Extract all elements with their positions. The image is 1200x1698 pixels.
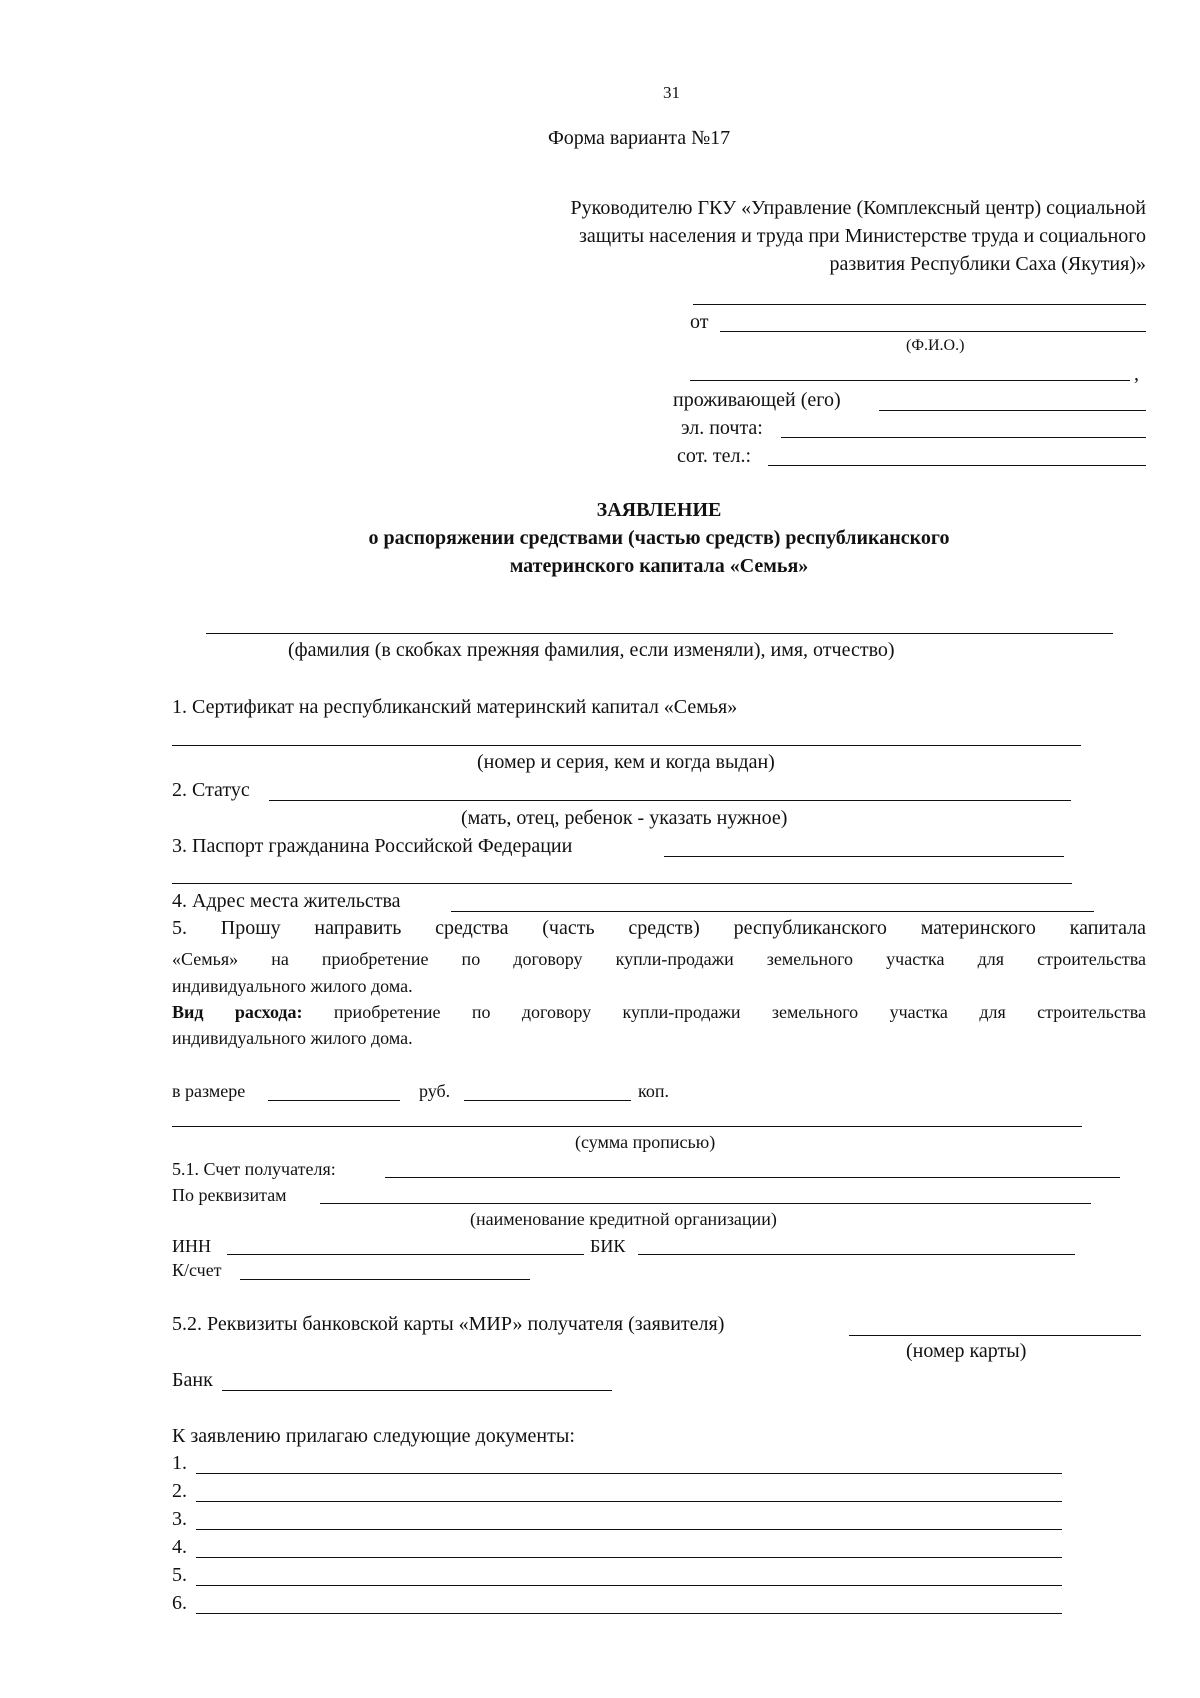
attachment-line[interactable] (196, 1613, 1062, 1614)
phone-line[interactable] (768, 465, 1146, 466)
expense-line-2: индивидуального жилого дома. (172, 1028, 413, 1048)
email-line[interactable] (781, 437, 1146, 438)
from-label: от (690, 311, 709, 333)
request-line-2: «Семья» на приобретение по договору купли-продажи земельного участка для строительства (172, 949, 1146, 969)
account-label: 5.1. Счет получателя: (172, 1159, 336, 1179)
residing-line[interactable] (879, 410, 1146, 411)
amount-prefix: в размере (172, 1081, 246, 1101)
attachment-number: 2. (172, 1480, 187, 1502)
statement-subtitle-line-2: материнского капитала «Семья» (509, 555, 809, 577)
addressee-line-3: развития Республики Саха (Якутия)» (829, 253, 1146, 275)
attachments-intro: К заявлению прилагаю следующие документы: (172, 1425, 575, 1447)
corr-account-line[interactable] (240, 1279, 530, 1280)
status-line[interactable] (269, 800, 1071, 801)
rubles-label: руб. (419, 1081, 451, 1101)
amount-words-hint: (сумма прописью) (575, 1132, 716, 1152)
inn-line[interactable] (227, 1254, 584, 1255)
attachment-line[interactable] (196, 1501, 1062, 1502)
requisites-label: По реквизитам (172, 1185, 287, 1205)
form-title: Форма варианта №17 (548, 127, 731, 149)
attachment-line[interactable] (196, 1529, 1062, 1530)
certificate-line[interactable] (172, 745, 1081, 746)
certificate-label: 1. Сертификат на республиканский материнский капитал «Семья» (172, 696, 738, 718)
comma-mark: , (1134, 363, 1139, 385)
email-label: эл. почта: (681, 417, 763, 439)
attachment-number: 6. (172, 1592, 187, 1614)
card-number-hint: (номер карты) (906, 1340, 1027, 1362)
passport-label: 3. Паспорт гражданина Российской Федерации (172, 835, 573, 857)
certificate-hint: (номер и серия, кем и когда выдан) (477, 751, 775, 773)
request-line-1: 5. Прошу направить средства (часть средств) республиканского материнского капитала (172, 917, 1146, 939)
status-label: 2. Статус (172, 779, 250, 801)
page-number: 31 (663, 83, 680, 102)
request-line-3: индивидуального жилого дома. (172, 976, 413, 996)
card-bank-line[interactable] (222, 1390, 612, 1391)
residing-label: проживающей (его) (673, 389, 841, 411)
attachment-line[interactable] (196, 1585, 1062, 1586)
attachment-number: 3. (172, 1508, 187, 1530)
card-bank-label: Банк (172, 1369, 213, 1391)
statement-subtitle-line-1: о распоряжении средствами (частью средств) республиканского (368, 527, 950, 549)
card-number-line[interactable] (849, 1335, 1141, 1336)
addressee-line-2: защиты населения и труда при Министерстве труда и социального (579, 225, 1146, 247)
fio-continuation-line[interactable] (690, 380, 1130, 381)
attachment-number: 4. (172, 1536, 187, 1558)
account-line[interactable] (385, 1177, 1120, 1178)
addressee-line-1: Руководителю ГКУ «Управление (Комплексный центр) социальной (570, 197, 1146, 219)
requisites-line[interactable] (320, 1203, 1091, 1204)
expense-label: Вид расхода: (172, 1002, 303, 1022)
kopecks-label: коп. (638, 1081, 669, 1101)
address-line[interactable] (451, 911, 1094, 912)
attachment-number: 1. (172, 1452, 187, 1474)
inn-label: ИНН (172, 1236, 211, 1256)
passport-line[interactable] (664, 856, 1064, 857)
bik-line[interactable] (638, 1254, 1075, 1255)
statement-title: ЗАЯВЛЕНИЕ (596, 499, 722, 521)
applicant-name-hint: (фамилия (в скобках прежняя фамилия, если изменяли), имя, отчество) (288, 639, 895, 661)
bik-label: БИК (590, 1236, 626, 1256)
amount-words-line[interactable] (172, 1126, 1082, 1127)
bank-name-hint: (наименование кредитной организации) (470, 1209, 777, 1229)
corr-account-label: К/счет (172, 1260, 222, 1280)
addressee-blank-line[interactable] (693, 304, 1146, 305)
status-hint: (мать, отец, ребенок - указать нужное) (461, 807, 788, 829)
attachment-line[interactable] (196, 1473, 1062, 1474)
passport-continuation-line[interactable] (172, 883, 1072, 884)
expense-text: приобретение по договору купли-продажи земельного участка для строительства (333, 1002, 1146, 1022)
expense-line-1 (172, 1003, 1146, 1021)
address-label: 4. Адрес места жительства (172, 890, 401, 912)
applicant-name-line[interactable] (206, 633, 1113, 634)
attachment-line[interactable] (196, 1557, 1062, 1558)
from-fio-line[interactable] (720, 331, 1146, 332)
amount-kopecks-field[interactable] (464, 1100, 631, 1101)
card-label: 5.2. Реквизиты банковской карты «МИР» получателя (заявителя) (172, 1313, 725, 1335)
attachment-number: 5. (172, 1564, 187, 1586)
amount-rubles-field[interactable] (268, 1100, 400, 1101)
fio-hint: (Ф.И.О.) (906, 337, 965, 354)
phone-label: сот. тел.: (677, 445, 752, 467)
